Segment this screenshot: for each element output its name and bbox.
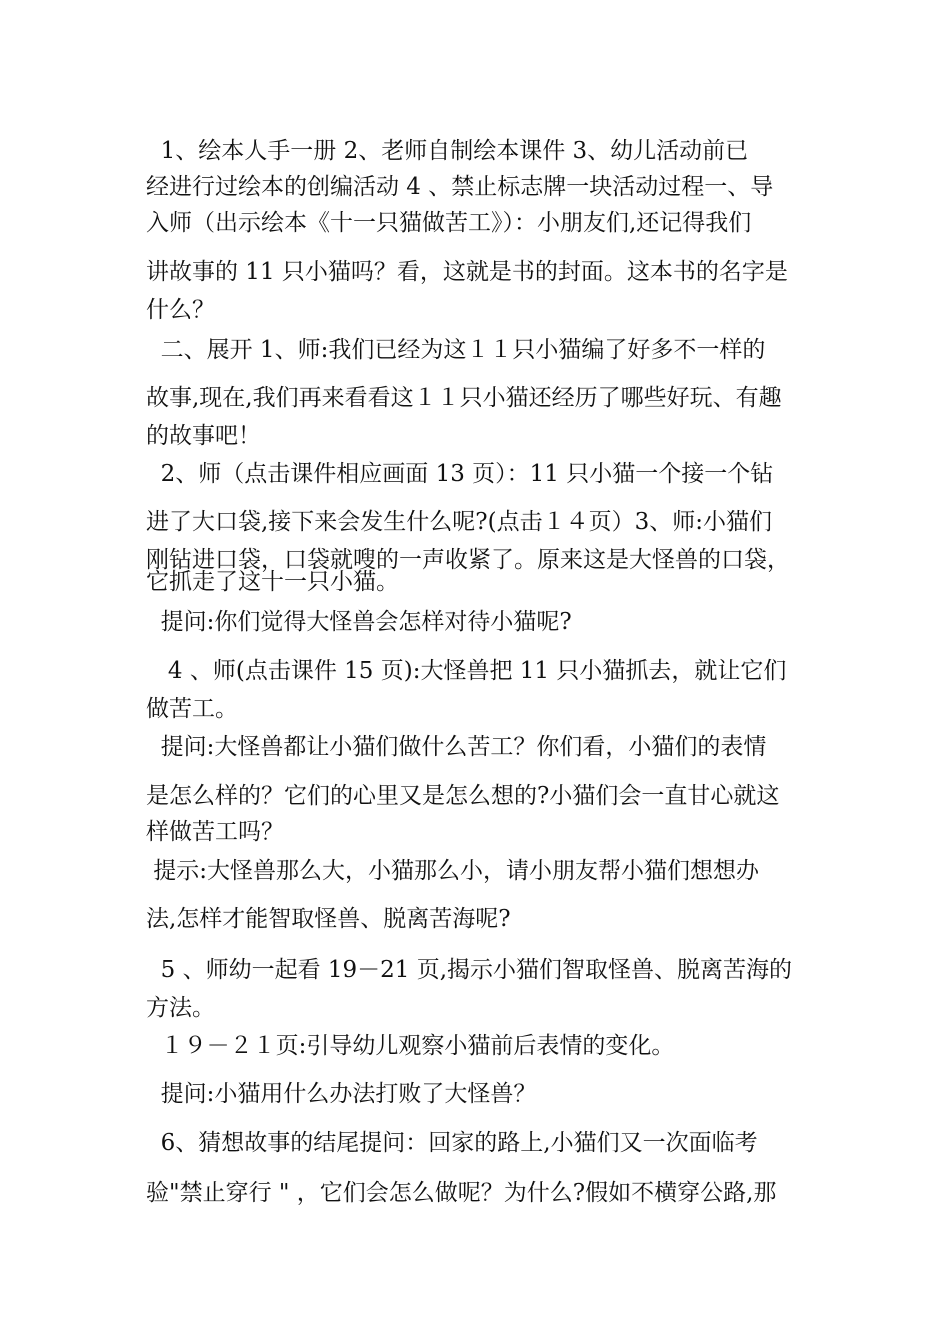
text-line: 提问:大怪兽都让小猫们做什么苦工？你们看，小猫们的表情 [146, 734, 767, 760]
text-line: 经进行过绘本的创编活动 4 、禁止标志牌一块活动过程一、导 [146, 174, 774, 200]
text-line: 二、展开 1、师:我们已经为这１１只小猫编了好多不一样的 [146, 337, 766, 363]
text-line: 6、猜想故事的结尾提问：回家的路上,小猫们又一次面临考 [146, 1130, 758, 1156]
text-line: 提示:大怪兽那么大，小猫那么小，请小朋友帮小猫们想想办 [146, 858, 760, 884]
text-line: 刚钻进口袋，口袋就嗖的一声收紧了。原来这是大怪兽的口袋， [146, 547, 790, 573]
text-line: 提问:小猫用什么办法打败了大怪兽？ [146, 1081, 537, 1107]
text-line: 什么？ [146, 297, 215, 323]
text-line: 4 、师(点击课件 15 页):大怪兽把 11 只小猫抓去，就让它们 [146, 658, 787, 684]
text-line: 提问:你们觉得大怪兽会怎样对待小猫呢? [146, 609, 572, 635]
text-line: 它抓走了这十一只小猫。 [146, 569, 399, 595]
text-line: 讲故事的 11 只小猫吗？看，这就是书的封面。这本书的名字是 [146, 259, 788, 285]
text-line: 1、绘本人手一册 2、老师自制绘本课件 3、幼儿活动前已 [146, 138, 749, 164]
text-line: 5 、师幼一起看 19－21 页,揭示小猫们智取怪兽、脱离苦海的 [146, 957, 793, 983]
text-line: 方法。 [146, 995, 215, 1021]
text-line: 的故事吧！ [146, 423, 261, 449]
text-line: 是怎么样的？它们的心里又是怎么想的?小猫们会一直甘心就这 [146, 783, 780, 809]
text-line: 故事,现在,我们再来看看这１１只小猫还经历了哪些好玩、有趣 [146, 385, 782, 411]
text-line: 验"禁止穿行 " ，它们会怎么做呢？为什么?假如不横穿公路,那 [146, 1180, 777, 1206]
text-line: 2、师（点击课件相应画面 13 页）：11 只小猫一个接一个钻 [146, 461, 774, 487]
text-line: 做苦工。 [146, 696, 238, 722]
text-line: 样做苦工吗？ [146, 819, 284, 845]
text-line: １９－２１页:引导幼儿观察小猫前后表情的变化。 [146, 1033, 675, 1059]
text-line: 进了大口袋,接下来会发生什么呢?(点击１４页）3、师:小猫们 [146, 509, 772, 535]
text-line: 入师（出示绘本《十一只猫做苦工》）：小朋友们,还记得我们 [146, 210, 752, 236]
text-line: 法,怎样才能智取怪兽、脱离苦海呢? [146, 906, 511, 932]
